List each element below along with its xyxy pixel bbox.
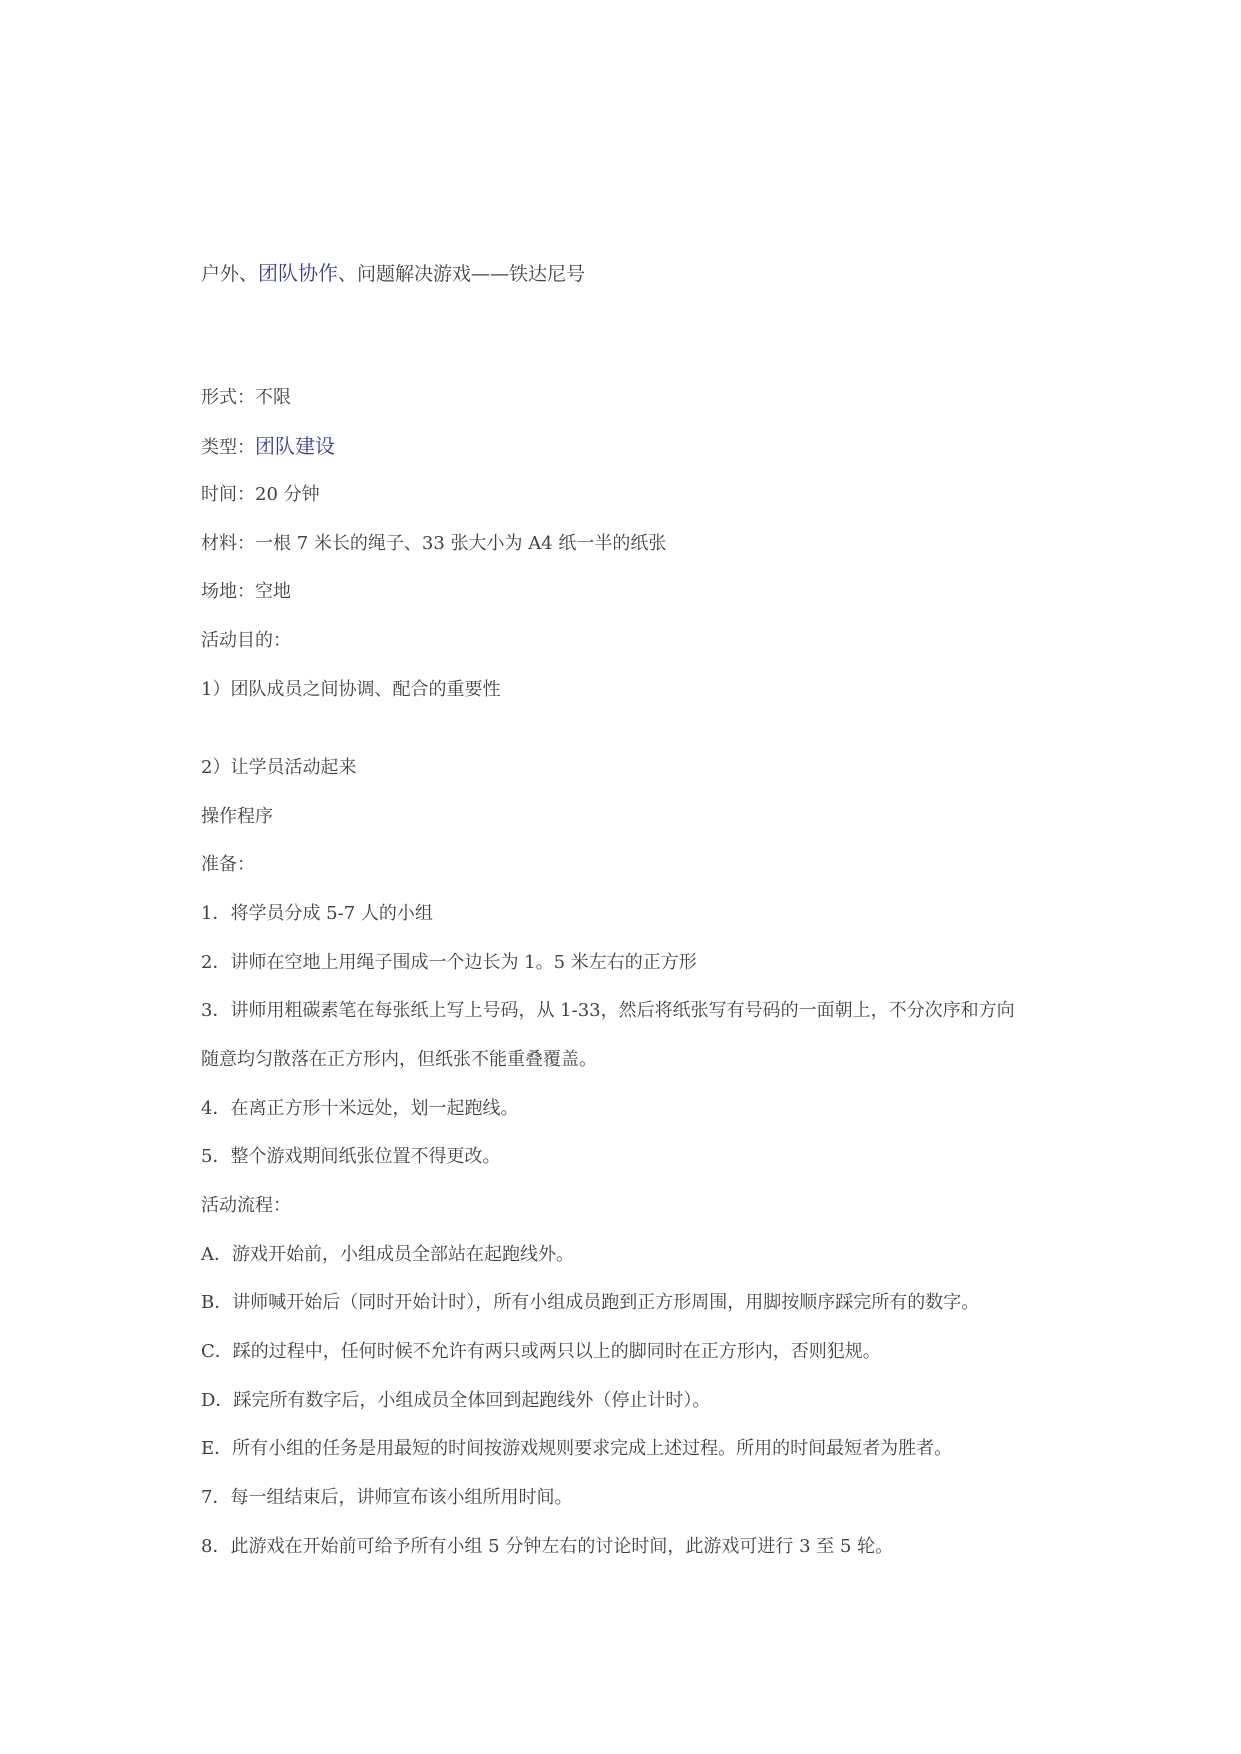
flow-item: 7．每一组结束后，讲师宣布该小组所用时间。: [201, 1487, 573, 1508]
team-collaboration-link[interactable]: 团队协作: [258, 261, 339, 285]
form-line: 形式：不限: [201, 387, 291, 408]
flow-item: C．踩的过程中，任何时候不允许有两只或两只以上的脚同时在正方形内，否则犯规。: [201, 1341, 881, 1362]
purpose-heading: 活动目的：: [201, 630, 291, 651]
venue-line: 场地：空地: [201, 581, 291, 602]
purpose-item: 2）让学员活动起来: [201, 757, 357, 778]
prep-item: 5．整个游戏期间纸张位置不得更改。: [201, 1146, 501, 1167]
flow-item: B．讲师喊开始后（同时开始计时），所有小组成员跑到正方形周围，用脚按顺序踩完所有的数字。: [201, 1292, 980, 1313]
prep-item-continuation: 随意均匀散落在正方形内，但纸张不能重叠覆盖。: [201, 1049, 597, 1070]
prep-item: 3．讲师用粗碳素笔在每张纸上写上号码，从 1-33，然后将纸张写有号码的一面朝上，不分次序和方向: [201, 1000, 1015, 1021]
flow-item: 8．此游戏在开始前可给予所有小组 5 分钟左右的讨论时间，此游戏可进行 3 至 5 轮。: [201, 1536, 894, 1557]
flow-heading: 活动流程：: [201, 1195, 291, 1216]
type-line: [201, 434, 335, 460]
document-title: [201, 261, 585, 286]
title-suffix: 、问题解决游戏——铁达尼号: [338, 263, 586, 285]
flow-item: A．游戏开始前，小组成员全部站在起跑线外。: [201, 1244, 574, 1265]
procedure-heading: 操作程序: [201, 806, 273, 827]
flow-item: E．所有小组的任务是用最短的时间按游戏规则要求完成上述过程。所用的时间最短者为胜者。: [201, 1438, 953, 1459]
materials-line: 材料：一根 7 米长的绳子、33 张大小为 A4 纸一半的纸张: [201, 533, 667, 554]
prep-heading: 准备：: [201, 854, 255, 875]
time-line: 时间：20 分钟: [201, 484, 320, 505]
prep-item: 4．在离正方形十米远处，划一起跑线。: [201, 1098, 519, 1119]
prep-item: 1．将学员分成 5-7 人的小组: [201, 903, 433, 924]
purpose-item: 1）团队成员之间协调、配合的重要性: [201, 679, 501, 700]
type-label: 类型：: [201, 437, 255, 458]
prep-item: 2．讲师在空地上用绳子围成一个边长为 1。5 米左右的正方形: [201, 952, 697, 973]
team-building-link[interactable]: 团队建设: [255, 434, 335, 458]
title-prefix: 户外、: [201, 263, 259, 285]
flow-item: D．踩完所有数字后，小组成员全体回到起跑线外（停止计时）。: [201, 1390, 711, 1411]
